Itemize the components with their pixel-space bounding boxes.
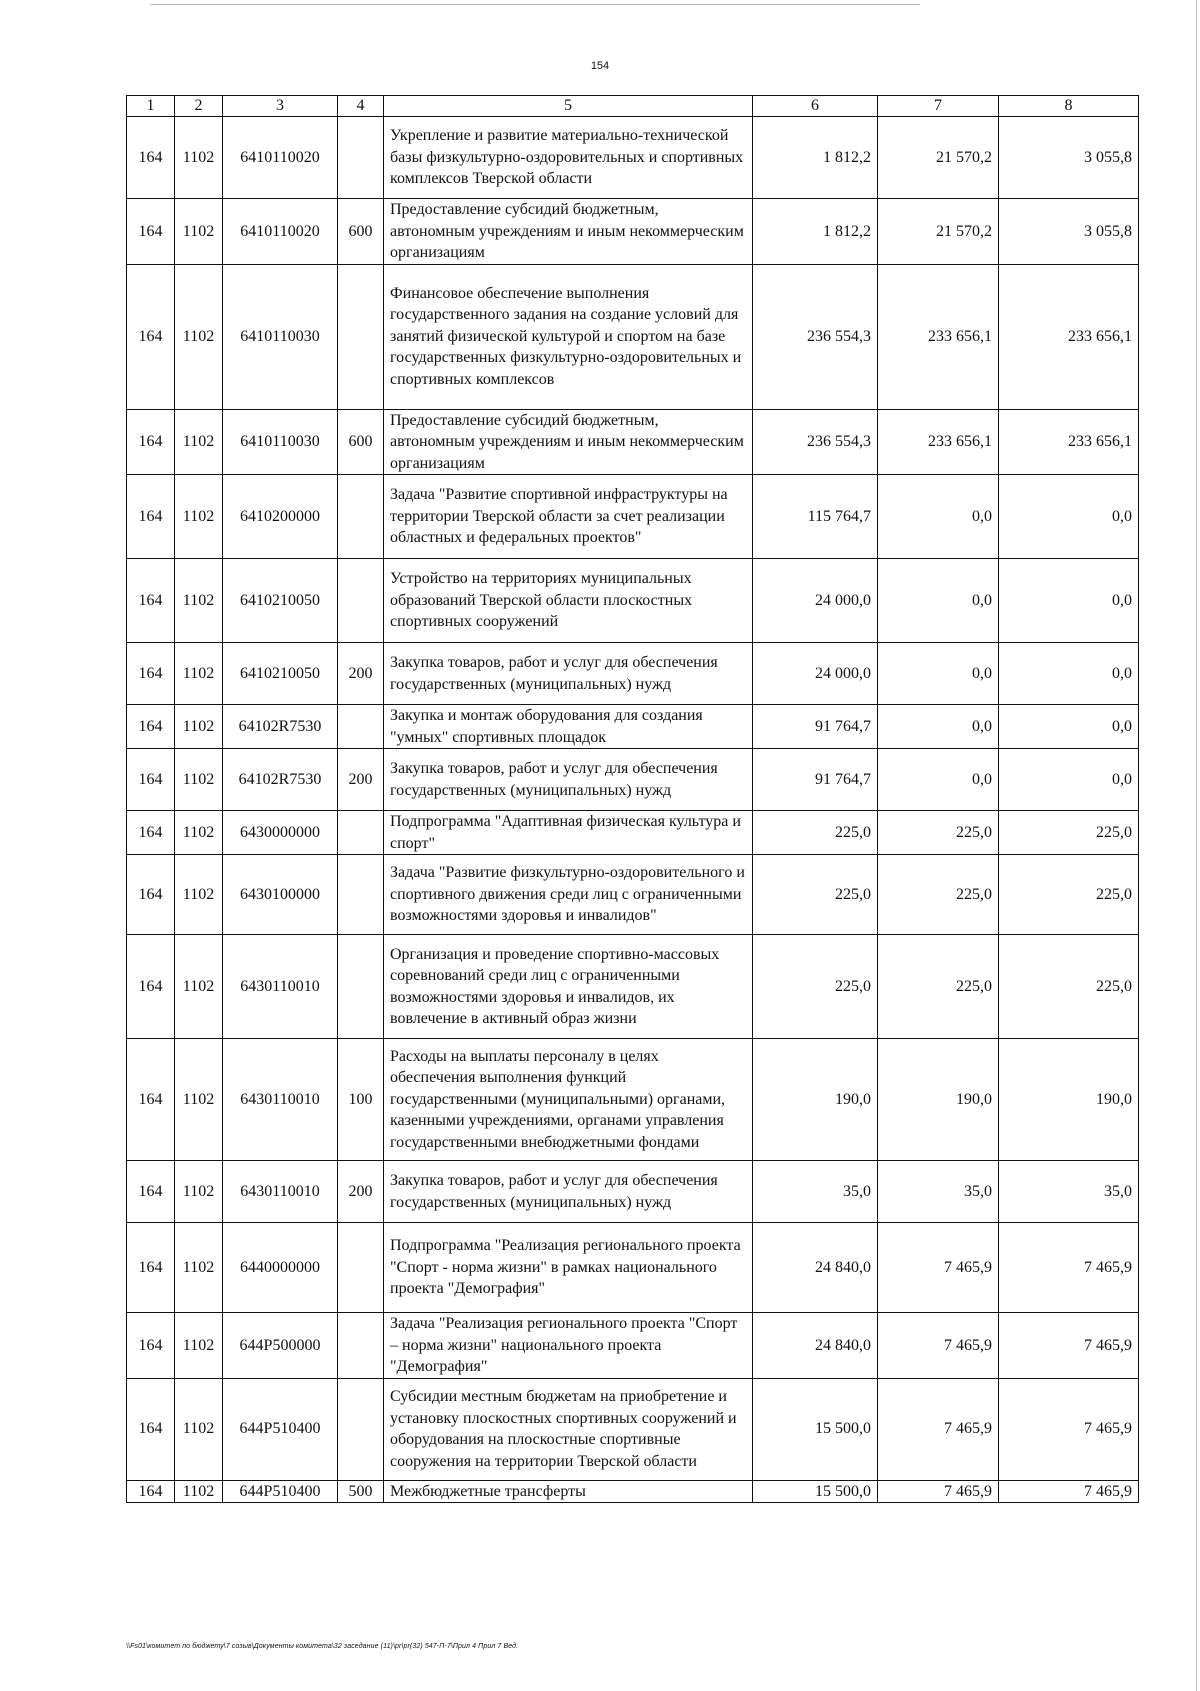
table-row [127, 1480, 1139, 1503]
cell-amount-year1: 91 764,7 [753, 749, 878, 811]
cell-kvsr: 164 [127, 1378, 175, 1480]
cell-amount-year2: 0,0 [878, 749, 999, 811]
column-header: 1 [127, 96, 175, 117]
cell-section: 1102 [175, 935, 223, 1039]
cell-description: Закупка товаров, работ и услуг для обеспечения государственных (муниципальных) нужд [384, 749, 753, 811]
cell-target-article: 6410210050 [223, 559, 338, 643]
cell-description: Задача "Реализация регионального проекта "Спорт – норма жизни" национального проекта "Демография" [384, 1313, 753, 1379]
budget-table [126, 95, 1139, 1503]
cell-amount-year1: 24 840,0 [753, 1313, 878, 1379]
cell-target-article: 6410210050 [223, 643, 338, 705]
cell-section: 1102 [175, 475, 223, 559]
footer-file-path: \\Fs01\комитет по бюджету\7 созыв\Документы комитета\32 заседание (11)\pr\pr(32) 547-П-7\Прил 4 Прил 7 Вед. [126, 1643, 519, 1650]
cell-description: Финансовое обеспечение выполнения государственного задания на создание условий для занятий физической культурой и спортом на базе государственных физкультурно-оздоровительных и спортивных комплексов [384, 264, 753, 409]
column-header: 8 [999, 96, 1139, 117]
table-row [127, 855, 1139, 935]
table-row [127, 811, 1139, 855]
cell-section: 1102 [175, 1480, 223, 1503]
cell-amount-year2: 0,0 [878, 705, 999, 749]
cell-amount-year2: 7 465,9 [878, 1313, 999, 1379]
cell-amount-year2: 233 656,1 [878, 264, 999, 409]
table-row [127, 475, 1139, 559]
cell-target-article: 644P510400 [223, 1378, 338, 1480]
table-row [127, 117, 1139, 199]
cell-kvsr: 164 [127, 811, 175, 855]
cell-amount-year3: 0,0 [999, 643, 1139, 705]
cell-amount-year3: 0,0 [999, 475, 1139, 559]
cell-section: 1102 [175, 811, 223, 855]
cell-description: Укрепление и развитие материально-технической базы физкультурно-оздоровительных и спортивных комплексов Тверской области [384, 117, 753, 199]
cell-expense-type: 200 [338, 749, 384, 811]
cell-amount-year1: 225,0 [753, 811, 878, 855]
cell-section: 1102 [175, 199, 223, 265]
cell-target-article: 6430100000 [223, 855, 338, 935]
cell-amount-year3: 233 656,1 [999, 264, 1139, 409]
cell-amount-year1: 15 500,0 [753, 1480, 878, 1503]
cell-expense-type: 100 [338, 1039, 384, 1161]
cell-amount-year3: 225,0 [999, 935, 1139, 1039]
cell-amount-year1: 1 812,2 [753, 117, 878, 199]
cell-kvsr: 164 [127, 643, 175, 705]
table-row [127, 559, 1139, 643]
cell-description: Закупка и монтаж оборудования для создания "умных" спортивных площадок [384, 705, 753, 749]
cell-expense-type [338, 1378, 384, 1480]
cell-expense-type [338, 935, 384, 1039]
cell-amount-year3: 35,0 [999, 1161, 1139, 1223]
cell-description: Задача "Развитие физкультурно-оздоровительного и спортивного движения среди лиц с ограниченными возможностями здоровья и инвалидов" [384, 855, 753, 935]
cell-amount-year1: 24 000,0 [753, 559, 878, 643]
cell-amount-year3: 225,0 [999, 855, 1139, 935]
cell-amount-year2: 225,0 [878, 935, 999, 1039]
cell-amount-year2: 7 465,9 [878, 1223, 999, 1313]
cell-kvsr: 164 [127, 855, 175, 935]
cell-description: Подпрограмма "Адаптивная физическая культура и спорт" [384, 811, 753, 855]
cell-description: Предоставление субсидий бюджетным, автономным учреждениям и иным некоммерческим организациям [384, 409, 753, 475]
column-header: 4 [338, 96, 384, 117]
cell-amount-year2: 225,0 [878, 855, 999, 935]
cell-amount-year2: 7 465,9 [878, 1480, 999, 1503]
cell-amount-year1: 15 500,0 [753, 1378, 878, 1480]
cell-amount-year1: 236 554,3 [753, 264, 878, 409]
cell-amount-year1: 35,0 [753, 1161, 878, 1223]
cell-section: 1102 [175, 855, 223, 935]
cell-target-article: 6410110020 [223, 117, 338, 199]
cell-amount-year2: 0,0 [878, 475, 999, 559]
cell-kvsr: 164 [127, 1223, 175, 1313]
cell-section: 1102 [175, 749, 223, 811]
cell-kvsr: 164 [127, 705, 175, 749]
cell-amount-year2: 233 656,1 [878, 409, 999, 475]
cell-amount-year3: 225,0 [999, 811, 1139, 855]
table-body [127, 117, 1139, 1503]
cell-amount-year3: 7 465,9 [999, 1313, 1139, 1379]
cell-target-article: 6430000000 [223, 811, 338, 855]
cell-amount-year1: 91 764,7 [753, 705, 878, 749]
cell-section: 1102 [175, 1223, 223, 1313]
cell-section: 1102 [175, 1378, 223, 1480]
table-row [127, 409, 1139, 475]
cell-section: 1102 [175, 1039, 223, 1161]
cell-amount-year2: 190,0 [878, 1039, 999, 1161]
cell-expense-type [338, 117, 384, 199]
cell-kvsr: 164 [127, 409, 175, 475]
cell-section: 1102 [175, 643, 223, 705]
cell-target-article: 6410110030 [223, 264, 338, 409]
cell-expense-type [338, 559, 384, 643]
cell-amount-year3: 3 055,8 [999, 199, 1139, 265]
cell-section: 1102 [175, 1313, 223, 1379]
cell-expense-type: 200 [338, 643, 384, 705]
cell-expense-type: 200 [338, 1161, 384, 1223]
column-header: 7 [878, 96, 999, 117]
cell-description: Задача "Развитие спортивной инфраструктуры на территории Тверской области за счет реализации областных и федеральных проектов" [384, 475, 753, 559]
cell-description: Предоставление субсидий бюджетным, автономным учреждениям и иным некоммерческим организациям [384, 199, 753, 265]
cell-kvsr: 164 [127, 117, 175, 199]
table-row [127, 1223, 1139, 1313]
cell-section: 1102 [175, 559, 223, 643]
cell-expense-type: 600 [338, 199, 384, 265]
cell-expense-type [338, 475, 384, 559]
cell-section: 1102 [175, 705, 223, 749]
cell-target-article: 64102R7530 [223, 705, 338, 749]
cell-target-article: 6440000000 [223, 1223, 338, 1313]
cell-description: Устройство на территориях муниципальных образований Тверской области плоскостных спортивных сооружений [384, 559, 753, 643]
table-row [127, 1039, 1139, 1161]
table-row [127, 1161, 1139, 1223]
table-row [127, 1378, 1139, 1480]
cell-amount-year2: 0,0 [878, 559, 999, 643]
cell-description: Расходы на выплаты персоналу в целях обеспечения выполнения функций государственными (муниципальными) органами, казенными учреждениями, органами управления государственными внебюджетными фондами [384, 1039, 753, 1161]
cell-amount-year1: 115 764,7 [753, 475, 878, 559]
cell-amount-year2: 21 570,2 [878, 117, 999, 199]
cell-target-article: 64102R7530 [223, 749, 338, 811]
column-header: 6 [753, 96, 878, 117]
cell-expense-type [338, 264, 384, 409]
table-row [127, 643, 1139, 705]
cell-section: 1102 [175, 264, 223, 409]
cell-amount-year2: 225,0 [878, 811, 999, 855]
cell-kvsr: 164 [127, 264, 175, 409]
cell-expense-type: 500 [338, 1480, 384, 1503]
cell-amount-year3: 233 656,1 [999, 409, 1139, 475]
column-header: 2 [175, 96, 223, 117]
cell-kvsr: 164 [127, 1161, 175, 1223]
cell-kvsr: 164 [127, 559, 175, 643]
cell-amount-year3: 3 055,8 [999, 117, 1139, 199]
cell-amount-year1: 190,0 [753, 1039, 878, 1161]
cell-expense-type [338, 1313, 384, 1379]
cell-target-article: 6410110020 [223, 199, 338, 265]
cell-amount-year1: 24 000,0 [753, 643, 878, 705]
cell-kvsr: 164 [127, 749, 175, 811]
table-row [127, 749, 1139, 811]
cell-amount-year3: 0,0 [999, 705, 1139, 749]
cell-amount-year1: 24 840,0 [753, 1223, 878, 1313]
cell-amount-year2: 35,0 [878, 1161, 999, 1223]
cell-description: Закупка товаров, работ и услуг для обеспечения государственных (муниципальных) нужд [384, 1161, 753, 1223]
cell-amount-year2: 0,0 [878, 643, 999, 705]
cell-target-article: 6430110010 [223, 1161, 338, 1223]
column-header: 5 [384, 96, 753, 117]
cell-kvsr: 164 [127, 1313, 175, 1379]
cell-description: Подпрограмма "Реализация регионального проекта "Спорт - норма жизни" в рамках национального проекта "Демография" [384, 1223, 753, 1313]
table-row [127, 199, 1139, 265]
cell-description: Межбюджетные трансферты [384, 1480, 753, 1503]
cell-kvsr: 164 [127, 1039, 175, 1161]
cell-description: Организация и проведение спортивно-массовых соревнований среди лиц с ограниченными возможностями здоровья и инвалидов, их вовлечение в активный образ жизни [384, 935, 753, 1039]
cell-amount-year3: 7 465,9 [999, 1480, 1139, 1503]
cell-expense-type [338, 811, 384, 855]
column-number-header-row [127, 96, 1139, 117]
cell-amount-year1: 1 812,2 [753, 199, 878, 265]
cell-kvsr: 164 [127, 935, 175, 1039]
cell-target-article: 6430110010 [223, 935, 338, 1039]
cell-amount-year3: 190,0 [999, 1039, 1139, 1161]
cell-amount-year1: 225,0 [753, 935, 878, 1039]
scan-edge-top [150, 4, 920, 5]
cell-amount-year1: 236 554,3 [753, 409, 878, 475]
cell-expense-type: 600 [338, 409, 384, 475]
cell-amount-year3: 0,0 [999, 559, 1139, 643]
cell-expense-type [338, 1223, 384, 1313]
cell-amount-year2: 21 570,2 [878, 199, 999, 265]
cell-amount-year2: 7 465,9 [878, 1378, 999, 1480]
cell-kvsr: 164 [127, 1480, 175, 1503]
cell-target-article: 6410200000 [223, 475, 338, 559]
cell-target-article: 644P510400 [223, 1480, 338, 1503]
table-row [127, 705, 1139, 749]
cell-section: 1102 [175, 409, 223, 475]
cell-description: Субсидии местным бюджетам на приобретение и установку плоскостных спортивных сооружений и оборудования на плоскостные спортивные сооружения на территории Тверской области [384, 1378, 753, 1480]
cell-kvsr: 164 [127, 199, 175, 265]
cell-amount-year1: 225,0 [753, 855, 878, 935]
cell-amount-year3: 7 465,9 [999, 1223, 1139, 1313]
table-row [127, 935, 1139, 1039]
cell-target-article: 6430110010 [223, 1039, 338, 1161]
table-row [127, 264, 1139, 409]
page-number: 154 [590, 60, 610, 72]
cell-target-article: 6410110030 [223, 409, 338, 475]
cell-target-article: 644P500000 [223, 1313, 338, 1379]
cell-amount-year3: 7 465,9 [999, 1378, 1139, 1480]
cell-section: 1102 [175, 117, 223, 199]
column-header: 3 [223, 96, 338, 117]
table-row [127, 1313, 1139, 1379]
cell-kvsr: 164 [127, 475, 175, 559]
cell-description: Закупка товаров, работ и услуг для обеспечения государственных (муниципальных) нужд [384, 643, 753, 705]
cell-expense-type [338, 855, 384, 935]
cell-expense-type [338, 705, 384, 749]
cell-section: 1102 [175, 1161, 223, 1223]
scan-edge-right [1196, 0, 1197, 1691]
cell-amount-year3: 0,0 [999, 749, 1139, 811]
